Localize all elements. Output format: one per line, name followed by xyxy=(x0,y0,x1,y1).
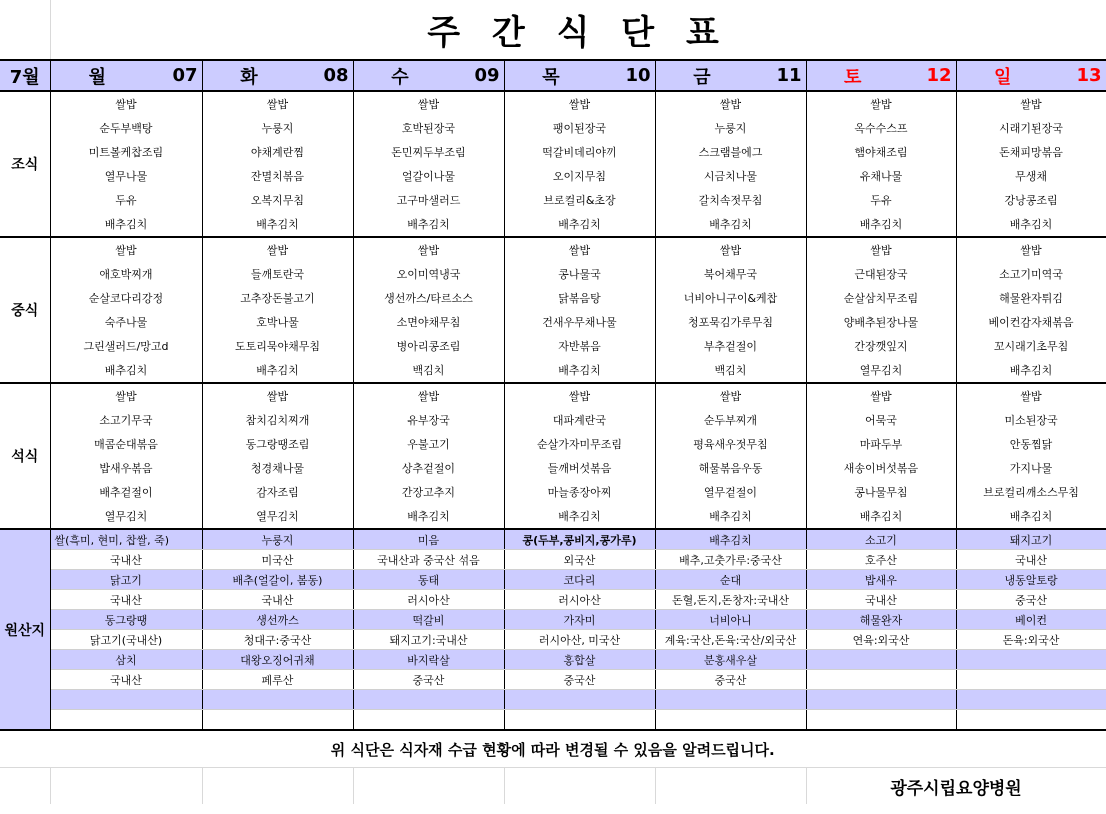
menu-cell[interactable]: 배추김치 xyxy=(202,358,353,383)
menu-cell[interactable]: 매콤순대볶음 xyxy=(50,432,202,456)
day-name: 수 xyxy=(391,66,409,88)
menu-cell[interactable]: 옥수수스프 xyxy=(806,116,956,140)
meal-row xyxy=(0,262,1106,286)
menu-cell[interactable]: 쌀밥 xyxy=(806,91,956,116)
meal-row xyxy=(0,408,1106,432)
menu-cell[interactable]: 새송이버섯볶음 xyxy=(806,456,956,480)
menu-cell[interactable]: 열무김치 xyxy=(202,504,353,529)
menu-cell[interactable]: 베이컨감자채볶음 xyxy=(956,310,1106,334)
origin-cell[interactable] xyxy=(806,690,956,710)
origin-cell[interactable]: 순대 xyxy=(655,570,806,590)
day-date: 08 xyxy=(323,65,349,86)
menu-cell[interactable]: 쌀밥 xyxy=(655,383,806,408)
menu-cell[interactable]: 미소된장국 xyxy=(956,408,1106,432)
origin-cell[interactable] xyxy=(504,710,655,731)
menu-cell[interactable]: 백김치 xyxy=(353,358,504,383)
menu-cell[interactable]: 가지나물 xyxy=(956,456,1106,480)
origin-cell[interactable]: 배추,고춧가루:중국산 xyxy=(655,550,806,570)
day-date: 09 xyxy=(474,65,500,86)
origin-cell[interactable]: 국내산 xyxy=(806,590,956,610)
menu-cell[interactable]: 해물볶음우동 xyxy=(655,456,806,480)
menu-cell[interactable]: 오이지무침 xyxy=(504,164,655,188)
origin-cell[interactable]: 소고기 xyxy=(806,529,956,550)
menu-cell[interactable]: 배추김치 xyxy=(956,212,1106,237)
origin-cell[interactable] xyxy=(956,690,1106,710)
menu-cell[interactable]: 배추김치 xyxy=(353,212,504,237)
menu-cell[interactable]: 쌀밥 xyxy=(202,237,353,262)
menu-cell[interactable]: 열무겉절이 xyxy=(655,480,806,504)
meal-row xyxy=(0,164,1106,188)
menu-cell[interactable]: 순살가자미무조림 xyxy=(504,432,655,456)
notice-text: 위 식단은 식자재 수급 현황에 따라 변경될 수 있음을 알려드립니다. xyxy=(330,740,775,759)
origin-cell[interactable]: 삼치 xyxy=(50,650,202,670)
origin-cell[interactable]: 중국산 xyxy=(655,670,806,690)
menu-cell[interactable]: 쌀밥 xyxy=(956,237,1106,262)
day-header-2[interactable] xyxy=(353,60,504,91)
menu-cell[interactable]: 우불고기 xyxy=(353,432,504,456)
origin-cell[interactable]: 돼지고기 xyxy=(956,529,1106,550)
origin-cell[interactable]: 배추김치 xyxy=(655,529,806,550)
origin-cell[interactable]: 가자미 xyxy=(504,610,655,630)
origin-cell[interactable] xyxy=(202,710,353,731)
origin-cell[interactable]: 러시아산 xyxy=(504,590,655,610)
origin-cell[interactable]: 생선까스 xyxy=(202,610,353,630)
menu-cell[interactable]: 배추김치 xyxy=(655,212,806,237)
day-date: 12 xyxy=(926,65,952,86)
day-header-5[interactable] xyxy=(806,60,956,91)
menu-cell[interactable]: 미트볼케찹조림 xyxy=(50,140,202,164)
menu-cell[interactable]: 들깨토란국 xyxy=(202,262,353,286)
menu-cell[interactable]: 들깨버섯볶음 xyxy=(504,456,655,480)
menu-cell[interactable]: 동그랑땡조림 xyxy=(202,432,353,456)
menu-cell[interactable]: 열무김치 xyxy=(806,358,956,383)
menu-cell[interactable]: 배추김치 xyxy=(50,358,202,383)
origin-cell[interactable] xyxy=(50,690,202,710)
day-name: 화 xyxy=(240,66,258,88)
menu-cell[interactable]: 소고기무국 xyxy=(50,408,202,432)
origin-cell[interactable]: 계육:국산,돈육:국산/외국산 xyxy=(655,630,806,650)
meal-row xyxy=(0,237,1106,262)
origin-cell[interactable]: 국내산 xyxy=(202,590,353,610)
origin-cell[interactable]: 중국산 xyxy=(956,590,1106,610)
menu-cell[interactable]: 너비아니구이&케찹 xyxy=(655,286,806,310)
menu-cell[interactable]: 건새우무채나물 xyxy=(504,310,655,334)
menu-cell[interactable]: 꼬시래기초무침 xyxy=(956,334,1106,358)
origin-cell[interactable]: 국내산 xyxy=(50,550,202,570)
meal-row xyxy=(0,91,1106,116)
origin-cell[interactable]: 돈육:외국산 xyxy=(956,630,1106,650)
notice-cell[interactable] xyxy=(0,730,1106,768)
meal-row xyxy=(0,480,1106,504)
day-date: 13 xyxy=(1076,65,1102,86)
menu-cell[interactable]: 돈채피망볶음 xyxy=(956,140,1106,164)
origin-cell[interactable]: 국내산과 중국산 섞음 xyxy=(353,550,504,570)
origin-row xyxy=(0,650,1106,670)
menu-cell[interactable]: 근대된장국 xyxy=(806,262,956,286)
menu-cell[interactable]: 야채계란찜 xyxy=(202,140,353,164)
menu-cell[interactable]: 쌀밥 xyxy=(956,91,1106,116)
menu-cell[interactable]: 무생채 xyxy=(956,164,1106,188)
menu-cell[interactable]: 배추김치 xyxy=(956,504,1106,529)
origin-cell[interactable]: 닭고기 xyxy=(50,570,202,590)
month-cell[interactable]: 7월 xyxy=(0,60,50,91)
meal-label[interactable]: 석식 xyxy=(0,383,50,529)
menu-cell[interactable]: 안동찜닭 xyxy=(956,432,1106,456)
origin-cell[interactable] xyxy=(202,690,353,710)
origin-cell[interactable]: 떡갈비 xyxy=(353,610,504,630)
menu-cell[interactable]: 쌀밥 xyxy=(353,383,504,408)
origin-row xyxy=(0,670,1106,690)
day-date: 11 xyxy=(776,65,802,86)
meal-row xyxy=(0,358,1106,383)
menu-cell[interactable]: 부추겉절이 xyxy=(655,334,806,358)
empty-cell[interactable] xyxy=(504,768,655,805)
empty-cell[interactable] xyxy=(353,768,504,805)
day-date: 07 xyxy=(172,65,198,86)
origin-cell[interactable] xyxy=(655,710,806,731)
origin-cell[interactable]: 냉동알토랑 xyxy=(956,570,1106,590)
menu-cell[interactable]: 참치김치찌개 xyxy=(202,408,353,432)
menu-cell[interactable]: 쌀밥 xyxy=(806,237,956,262)
menu-cell[interactable]: 호박된장국 xyxy=(353,116,504,140)
meal-row xyxy=(0,140,1106,164)
day-header-4[interactable] xyxy=(655,60,806,91)
menu-cell[interactable]: 평육새우젓무침 xyxy=(655,432,806,456)
menu-cell[interactable]: 오복지무침 xyxy=(202,188,353,212)
origin-row xyxy=(0,710,1106,731)
menu-cell[interactable]: 얼갈이나물 xyxy=(353,164,504,188)
menu-cell[interactable]: 배추김치 xyxy=(202,212,353,237)
hospital-name: 광주시립요양병원 xyxy=(890,778,1022,799)
menu-cell[interactable]: 열무김치 xyxy=(50,504,202,529)
menu-cell[interactable]: 팽이된장국 xyxy=(504,116,655,140)
origin-cell[interactable]: 홍합살 xyxy=(504,650,655,670)
menu-cell[interactable]: 두유 xyxy=(806,188,956,212)
day-header-1[interactable] xyxy=(202,60,353,91)
empty-cell[interactable] xyxy=(655,768,806,805)
menu-cell[interactable]: 밥새우볶음 xyxy=(50,456,202,480)
menu-cell[interactable]: 강낭콩조림 xyxy=(956,188,1106,212)
origin-cell[interactable] xyxy=(806,670,956,690)
menu-cell[interactable]: 생선까스/타르소스 xyxy=(353,286,504,310)
empty-cell[interactable] xyxy=(50,768,202,805)
empty-cell[interactable] xyxy=(202,768,353,805)
origin-cell[interactable]: 페루산 xyxy=(202,670,353,690)
menu-cell[interactable]: 청경채나물 xyxy=(202,456,353,480)
menu-cell[interactable]: 배추김치 xyxy=(806,504,956,529)
origin-cell[interactable]: 밥새우 xyxy=(806,570,956,590)
menu-cell[interactable]: 배추김치 xyxy=(353,504,504,529)
menu-cell[interactable]: 마늘종장아찌 xyxy=(504,480,655,504)
day-header-0[interactable] xyxy=(50,60,202,91)
menu-cell[interactable]: 쌀밥 xyxy=(504,383,655,408)
menu-cell[interactable]: 쌀밥 xyxy=(353,91,504,116)
menu-cell[interactable]: 배추김치 xyxy=(50,212,202,237)
origin-row xyxy=(0,590,1106,610)
origin-cell[interactable] xyxy=(353,710,504,731)
day-date: 10 xyxy=(625,65,651,86)
menu-cell[interactable]: 쌀밥 xyxy=(50,237,202,262)
meal-row xyxy=(0,116,1106,140)
menu-cell[interactable]: 소면야채무침 xyxy=(353,310,504,334)
origin-cell[interactable]: 중국산 xyxy=(504,670,655,690)
origin-row xyxy=(0,529,1106,550)
day-name: 목 xyxy=(542,66,560,88)
menu-cell[interactable]: 쌀밥 xyxy=(806,383,956,408)
menu-cell[interactable]: 누룽지 xyxy=(655,116,806,140)
origin-cell[interactable]: 해물완자 xyxy=(806,610,956,630)
menu-cell[interactable]: 숙주나물 xyxy=(50,310,202,334)
day-name: 일 xyxy=(994,66,1012,88)
origin-cell[interactable]: 러시아산 xyxy=(353,590,504,610)
meal-row xyxy=(0,383,1106,408)
menu-cell[interactable]: 쌀밥 xyxy=(504,237,655,262)
menu-cell[interactable]: 순두부찌개 xyxy=(655,408,806,432)
empty-cell[interactable] xyxy=(0,768,50,805)
menu-cell[interactable]: 잔멸치볶음 xyxy=(202,164,353,188)
origin-row xyxy=(0,570,1106,590)
origin-cell[interactable]: 동태 xyxy=(353,570,504,590)
menu-cell[interactable]: 그린샐러드/망고d xyxy=(50,334,202,358)
menu-cell[interactable]: 감자조림 xyxy=(202,480,353,504)
menu-cell[interactable]: 쌀밥 xyxy=(353,237,504,262)
origin-cell[interactable] xyxy=(956,670,1106,690)
menu-cell[interactable]: 고추장돈불고기 xyxy=(202,286,353,310)
menu-cell[interactable]: 쌀밥 xyxy=(655,91,806,116)
origin-cell[interactable] xyxy=(806,710,956,731)
page-title[interactable] xyxy=(50,0,1106,60)
origin-cell[interactable]: 청대구:중국산 xyxy=(202,630,353,650)
menu-cell[interactable]: 콩나물국 xyxy=(504,262,655,286)
day-name: 월 xyxy=(88,66,106,88)
menu-cell[interactable]: 햄야채조림 xyxy=(806,140,956,164)
origin-cell[interactable] xyxy=(956,710,1106,731)
menu-cell[interactable]: 쌀밥 xyxy=(50,383,202,408)
meal-row xyxy=(0,456,1106,480)
origin-cell[interactable]: 동그랑땡 xyxy=(50,610,202,630)
menu-cell[interactable]: 오이미역냉국 xyxy=(353,262,504,286)
origin-cell[interactable]: 바지락살 xyxy=(353,650,504,670)
origin-cell[interactable]: 국내산 xyxy=(50,590,202,610)
menu-cell[interactable]: 쌀밥 xyxy=(655,237,806,262)
menu-cell[interactable]: 시금치나물 xyxy=(655,164,806,188)
origin-cell[interactable]: 국내산 xyxy=(956,550,1106,570)
menu-cell[interactable]: 고구마샐러드 xyxy=(353,188,504,212)
origin-cell[interactable]: 중국산 xyxy=(353,670,504,690)
origin-cell[interactable]: 누룽지 xyxy=(202,529,353,550)
menu-cell[interactable]: 배추김치 xyxy=(504,358,655,383)
menu-cell[interactable]: 순살삼치무조림 xyxy=(806,286,956,310)
day-header-6[interactable] xyxy=(956,60,1106,91)
origin-cell[interactable]: 돈혈,돈지,돈창자:국내산 xyxy=(655,590,806,610)
menu-cell[interactable]: 마파두부 xyxy=(806,432,956,456)
menu-cell[interactable]: 병아리콩조림 xyxy=(353,334,504,358)
menu-cell[interactable]: 도토리묵야채무침 xyxy=(202,334,353,358)
meal-label[interactable]: 중식 xyxy=(0,237,50,383)
origin-cell[interactable]: 미음 xyxy=(353,529,504,550)
menu-cell[interactable]: 콩나물무침 xyxy=(806,480,956,504)
origin-cell[interactable]: 국내산 xyxy=(50,670,202,690)
menu-cell[interactable]: 대파계란국 xyxy=(504,408,655,432)
origin-cell[interactable]: 미국산 xyxy=(202,550,353,570)
menu-cell[interactable]: 닭볶음탕 xyxy=(504,286,655,310)
origin-cell[interactable] xyxy=(655,690,806,710)
origin-row xyxy=(0,630,1106,650)
origin-cell[interactable]: 코다리 xyxy=(504,570,655,590)
menu-cell[interactable]: 떡갈비데리야끼 xyxy=(504,140,655,164)
menu-cell[interactable]: 쌀밥 xyxy=(504,91,655,116)
menu-cell[interactable]: 갈치속젓무침 xyxy=(655,188,806,212)
origin-cell[interactable] xyxy=(353,690,504,710)
title-text: 주 간 식 단 표 xyxy=(427,13,729,53)
menu-cell[interactable]: 시래기된장국 xyxy=(956,116,1106,140)
origin-cell[interactable]: 너비아니 xyxy=(655,610,806,630)
menu-cell[interactable]: 두유 xyxy=(50,188,202,212)
origin-cell[interactable]: 연육:외국산 xyxy=(806,630,956,650)
origin-row xyxy=(0,610,1106,630)
origin-cell[interactable] xyxy=(50,710,202,731)
origin-cell[interactable]: 쌀(흑미, 현미, 찹쌀, 죽) xyxy=(50,529,202,550)
menu-cell[interactable]: 돈민찌두부조림 xyxy=(353,140,504,164)
menu-cell[interactable]: 어묵국 xyxy=(806,408,956,432)
origin-cell[interactable]: 닭고기(국내산) xyxy=(50,630,202,650)
origin-cell[interactable] xyxy=(806,650,956,670)
origin-cell[interactable]: 배추(얼갈이, 봄동) xyxy=(202,570,353,590)
menu-cell[interactable]: 북어채무국 xyxy=(655,262,806,286)
origin-cell[interactable] xyxy=(504,690,655,710)
menu-cell[interactable]: 배추김치 xyxy=(504,504,655,529)
day-header-3[interactable] xyxy=(504,60,655,91)
menu-cell[interactable]: 자반볶음 xyxy=(504,334,655,358)
meal-row xyxy=(0,310,1106,334)
meal-row xyxy=(0,188,1106,212)
origin-cell[interactable]: 분홍새우살 xyxy=(655,650,806,670)
origin-cell[interactable]: 돼지고기:국내산 xyxy=(353,630,504,650)
origin-cell[interactable]: 외국산 xyxy=(504,550,655,570)
menu-cell[interactable]: 배추김치 xyxy=(806,212,956,237)
meal-row xyxy=(0,286,1106,310)
origin-cell[interactable]: 콩(두부,콩비지,콩가루) xyxy=(504,529,655,550)
menu-cell[interactable]: 간장깻잎지 xyxy=(806,334,956,358)
menu-cell[interactable]: 쌀밥 xyxy=(956,383,1106,408)
menu-cell[interactable]: 양배추된장나물 xyxy=(806,310,956,334)
menu-cell[interactable]: 배추겉절이 xyxy=(50,480,202,504)
menu-cell[interactable]: 배추김치 xyxy=(655,504,806,529)
meal-row xyxy=(0,432,1106,456)
hospital-cell[interactable] xyxy=(806,768,1106,805)
menu-cell[interactable]: 쌀밥 xyxy=(202,91,353,116)
menu-cell[interactable]: 쌀밥 xyxy=(50,91,202,116)
menu-cell[interactable]: 유부장국 xyxy=(353,408,504,432)
menu-cell[interactable]: 쌀밥 xyxy=(202,383,353,408)
meal-label[interactable]: 조식 xyxy=(0,91,50,237)
meal-row xyxy=(0,504,1106,529)
menu-cell[interactable]: 브로컬리깨소스무침 xyxy=(956,480,1106,504)
menu-cell[interactable]: 유채나물 xyxy=(806,164,956,188)
menu-cell[interactable]: 순살코다리강정 xyxy=(50,286,202,310)
menu-cell[interactable]: 애호박찌개 xyxy=(50,262,202,286)
day-name: 금 xyxy=(693,66,711,88)
meal-row xyxy=(0,334,1106,358)
menu-cell[interactable]: 브로컬리&초장 xyxy=(504,188,655,212)
origin-cell[interactable]: 대왕오징어귀채 xyxy=(202,650,353,670)
origin-label[interactable]: 원산지 xyxy=(0,529,50,730)
menu-cell[interactable]: 상추겉절이 xyxy=(353,456,504,480)
menu-cell[interactable]: 백김치 xyxy=(655,358,806,383)
origin-row xyxy=(0,690,1106,710)
origin-cell[interactable]: 베이컨 xyxy=(956,610,1106,630)
meal-row xyxy=(0,212,1106,237)
menu-cell[interactable]: 청포묵김가루무침 xyxy=(655,310,806,334)
menu-cell[interactable]: 열무나물 xyxy=(50,164,202,188)
origin-cell[interactable]: 호주산 xyxy=(806,550,956,570)
menu-cell[interactable]: 간장고추지 xyxy=(353,480,504,504)
menu-cell[interactable]: 누룽지 xyxy=(202,116,353,140)
origin-cell[interactable]: 러시아산, 미국산 xyxy=(504,630,655,650)
menu-cell[interactable]: 호박나물 xyxy=(202,310,353,334)
day-name: 토 xyxy=(844,66,862,88)
menu-cell[interactable]: 배추김치 xyxy=(956,358,1106,383)
menu-cell[interactable]: 해물완자튀김 xyxy=(956,286,1106,310)
menu-cell[interactable]: 스크램블에그 xyxy=(655,140,806,164)
origin-cell[interactable] xyxy=(956,650,1106,670)
menu-cell[interactable]: 순두부백탕 xyxy=(50,116,202,140)
origin-row xyxy=(0,550,1106,570)
menu-cell[interactable]: 소고기미역국 xyxy=(956,262,1106,286)
menu-cell[interactable]: 배추김치 xyxy=(504,212,655,237)
